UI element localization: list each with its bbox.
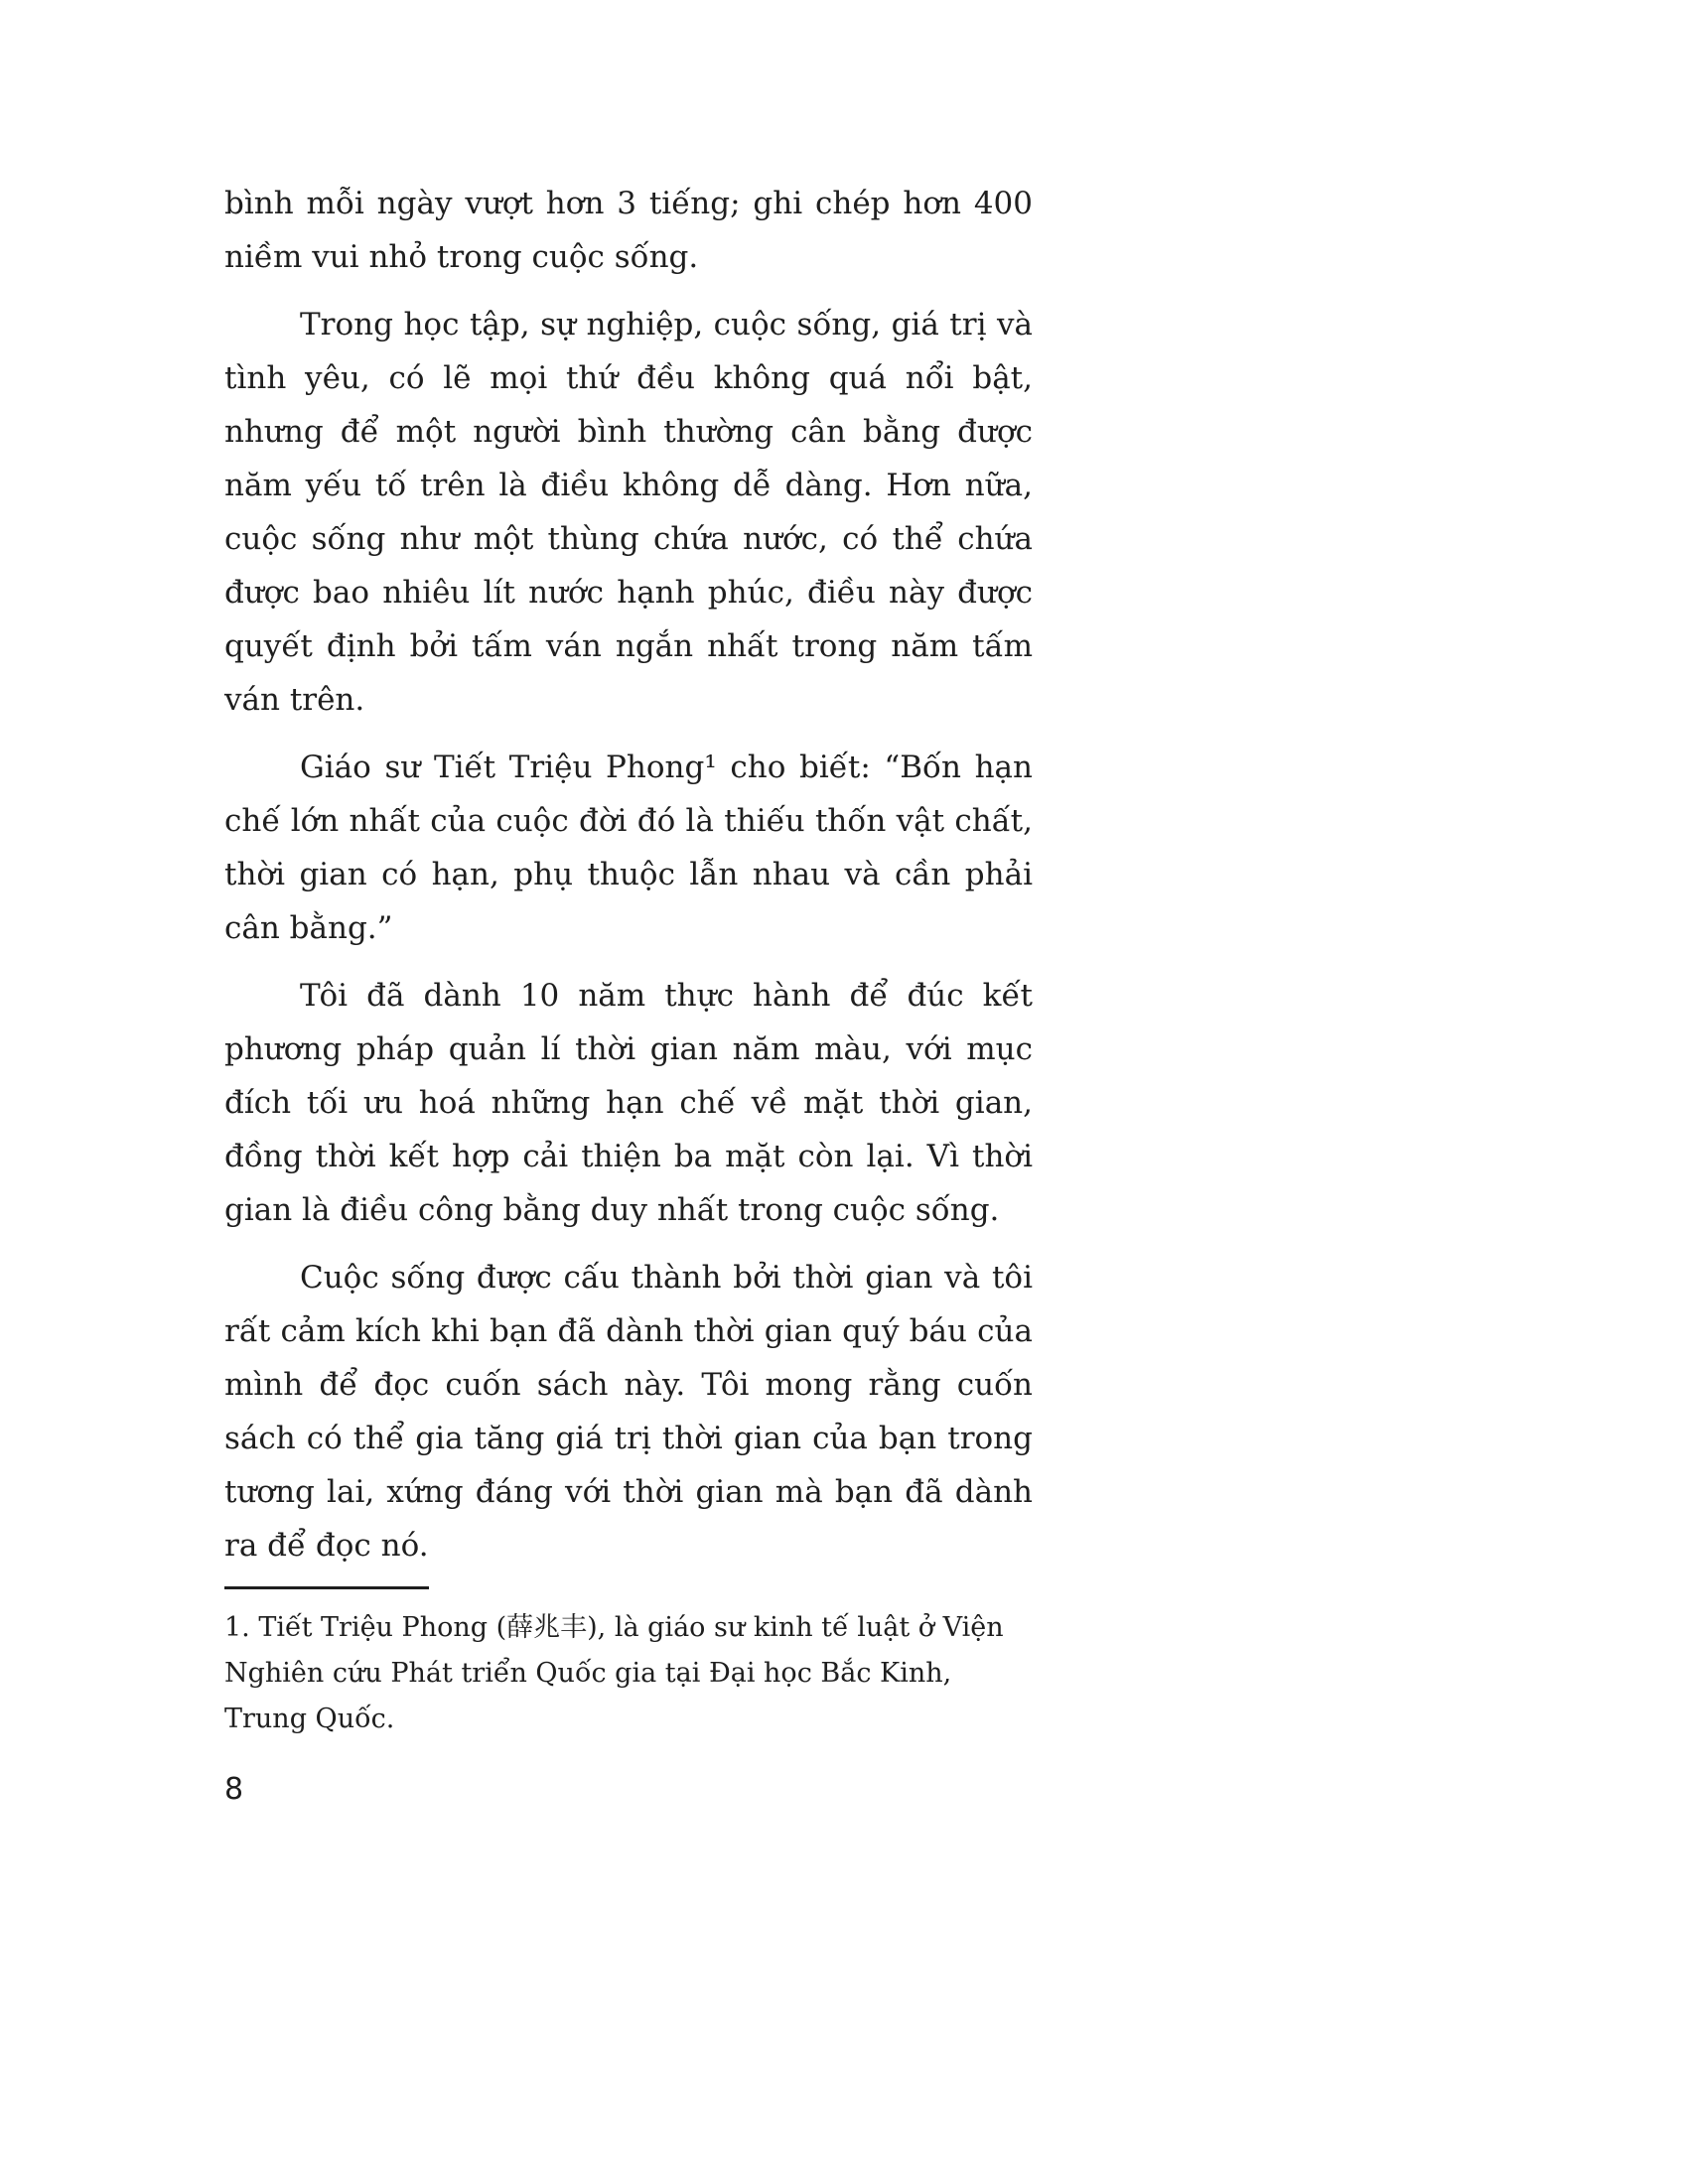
paragraph: Cuộc sống được cấu thành bởi thời gian và tôi rất cảm kích khi bạn đã dành thời gian quý báu của mình để đọc cuốn sách này. Tôi mong rằng cuốn sách có thể gia tăng giá trị thời gian của bạn trong tương lai, xứng đáng với thời gian mà bạn đã dành ra để đọc nó. (224, 1260, 1033, 1564)
footnote-section (224, 1586, 1033, 1742)
body-text-block (224, 177, 1033, 1807)
paragraph-with-footnote-ref: Giáo sư Tiết Triệu Phong¹ cho biết: “Bốn hạn chế lớn nhất của cuộc đời đó là thiếu thốn vật chất, thời gian có hạn, phụ thuộc lẫn nhau và cần phải cân bằng.” (224, 750, 1033, 946)
footnote-divider (224, 1586, 429, 1589)
paragraph: Tôi đã dành 10 năm thực hành để đúc kết phương pháp quản lí thời gian năm màu, với mục đích tối ưu hoá những hạn chế về mặt thời gian, đồng thời kết hợp cải thiện ba mặt còn lại. Vì thời gian là điều công bằng duy nhất trong cuộc sống. (224, 978, 1033, 1228)
page-number: 8 (224, 1772, 244, 1807)
paragraph: Trong học tập, sự nghiệp, cuộc sống, giá trị và tình yêu, có lẽ mọi thứ đều không quá nổi bật, nhưng để một người bình thường cân bằng được năm yếu tố trên là điều không dễ dàng. Hơn nữa, cuộc sống như một thùng chứa nước, có thể chứa được bao nhiêu lít nước hạnh phúc, điều này được quyết định bởi tấm ván ngắn nhất trong năm tấm ván trên. (224, 307, 1033, 718)
paragraph-continuation: bình mỗi ngày vượt hơn 3 tiếng; ghi chép hơn 400 niềm vui nhỏ trong cuộc sống. (224, 186, 1033, 275)
footnote-text: 1. Tiết Triệu Phong (薛兆丰), là giáo sư kinh tế luật ở Viện Nghiên cứu Phát triển Quốc gia tại Đại học Bắc Kinh, Trung Quốc. (224, 1612, 1004, 1734)
